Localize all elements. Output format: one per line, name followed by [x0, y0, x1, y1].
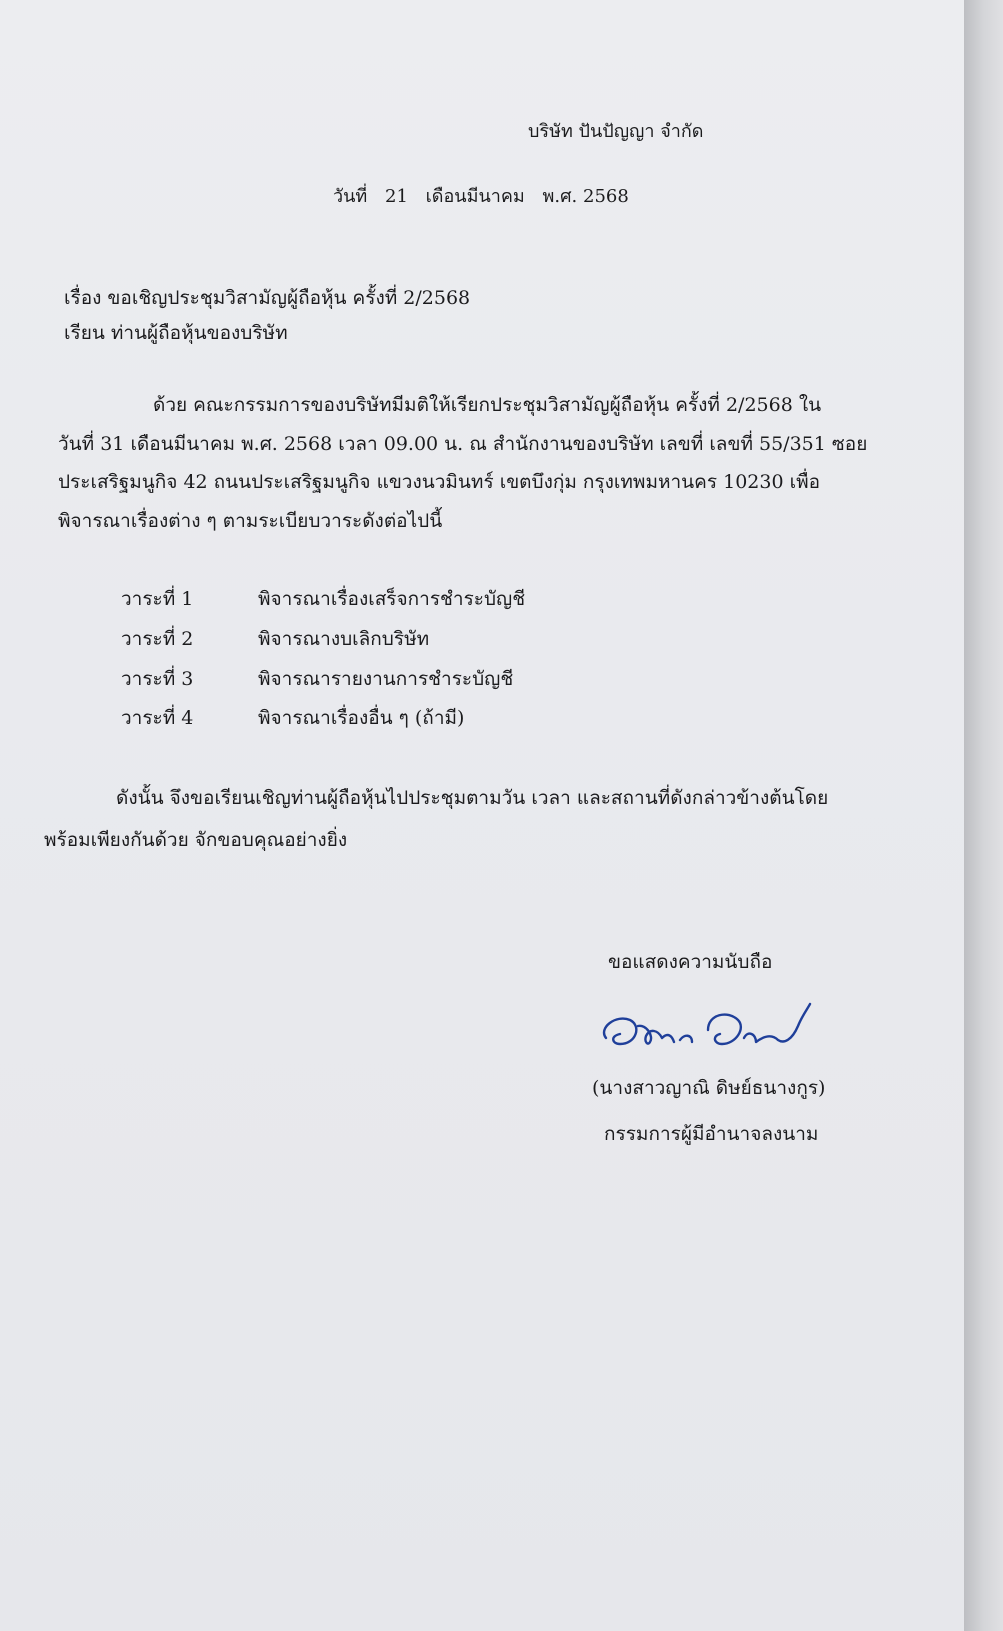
agenda-text-3: พิจารณารายงานการชำระบัญชี	[258, 668, 514, 690]
agenda-text-1: พิจารณาเรื่องเสร็จการชำระบัญชี	[258, 588, 526, 610]
subject-line: เรื่อง ขอเชิญประชุมวิสามัญผู้ถือหุ้น ครั้งที่ 2/2568	[64, 287, 471, 309]
agenda-number-3: วาระที่ 3	[121, 668, 194, 690]
recipient-line: เรียน ท่านผู้ถือหุ้นของบริษัท	[64, 322, 288, 344]
date-day: 21	[385, 186, 408, 207]
signature-image	[596, 996, 814, 1062]
paper-edge	[964, 0, 1003, 1631]
body-line-2: วันที่ 31 เดือนมีนาคม พ.ศ. 2568 เวลา 09.00 น. ณ สำนักงานของบริษัท เลขที่ เลขที่ 55/351 ซอย	[58, 433, 868, 455]
date-month: เดือนมีนาคม	[425, 186, 525, 207]
body-line-1: ด้วย คณะกรรมการของบริษัทมีมติให้เรียกประชุมวิสามัญผู้ถือหุ้น ครั้งที่ 2/2568 ใน	[153, 394, 822, 416]
signature-stroke-1	[604, 1019, 692, 1044]
agenda-text-4: พิจารณาเรื่องอื่น ๆ (ถ้ามี)	[258, 707, 465, 729]
signer-title: กรรมการผู้มีอำนาจลงนาม	[604, 1123, 819, 1145]
signature-stroke-2	[708, 1004, 810, 1044]
agenda-number-2: วาระที่ 2	[121, 628, 194, 650]
body-line-4: พิจารณาเรื่องต่าง ๆ ตามระเบียบวาระดังต่อไปนี้	[58, 510, 443, 532]
agenda-number-4: วาระที่ 4	[121, 707, 194, 729]
letter-date	[333, 185, 641, 209]
regards-text: ขอแสดงความนับถือ	[608, 951, 773, 973]
closing-line-2: พร้อมเพียงกันด้วย จักขอบคุณอย่างยิ่ง	[44, 829, 348, 851]
closing-line-1: ดังนั้น จึงขอเรียนเชิญท่านผู้ถือหุ้นไปประชุมตามวัน เวลา และสถานที่ดังกล่าวข้างต้นโดย	[116, 787, 829, 809]
agenda-text-2: พิจารณางบเลิกบริษัท	[258, 628, 430, 650]
company-name: บริษัท ปันปัญญา จำกัด	[528, 121, 704, 142]
body-line-3: ประเสริฐมนูกิจ 42 ถนนประเสริฐมนูกิจ แขวงนวมินทร์ เขตบึงกุ่ม กรุงเทพมหานคร 10230 เพื่อ	[58, 471, 821, 493]
agenda-number-1: วาระที่ 1	[121, 588, 194, 610]
signer-name: (นางสาวญาณิ ดิษย์ธนางกูร)	[592, 1077, 826, 1099]
date-label: วันที่	[333, 186, 368, 207]
date-year: พ.ศ. 2568	[542, 186, 629, 207]
